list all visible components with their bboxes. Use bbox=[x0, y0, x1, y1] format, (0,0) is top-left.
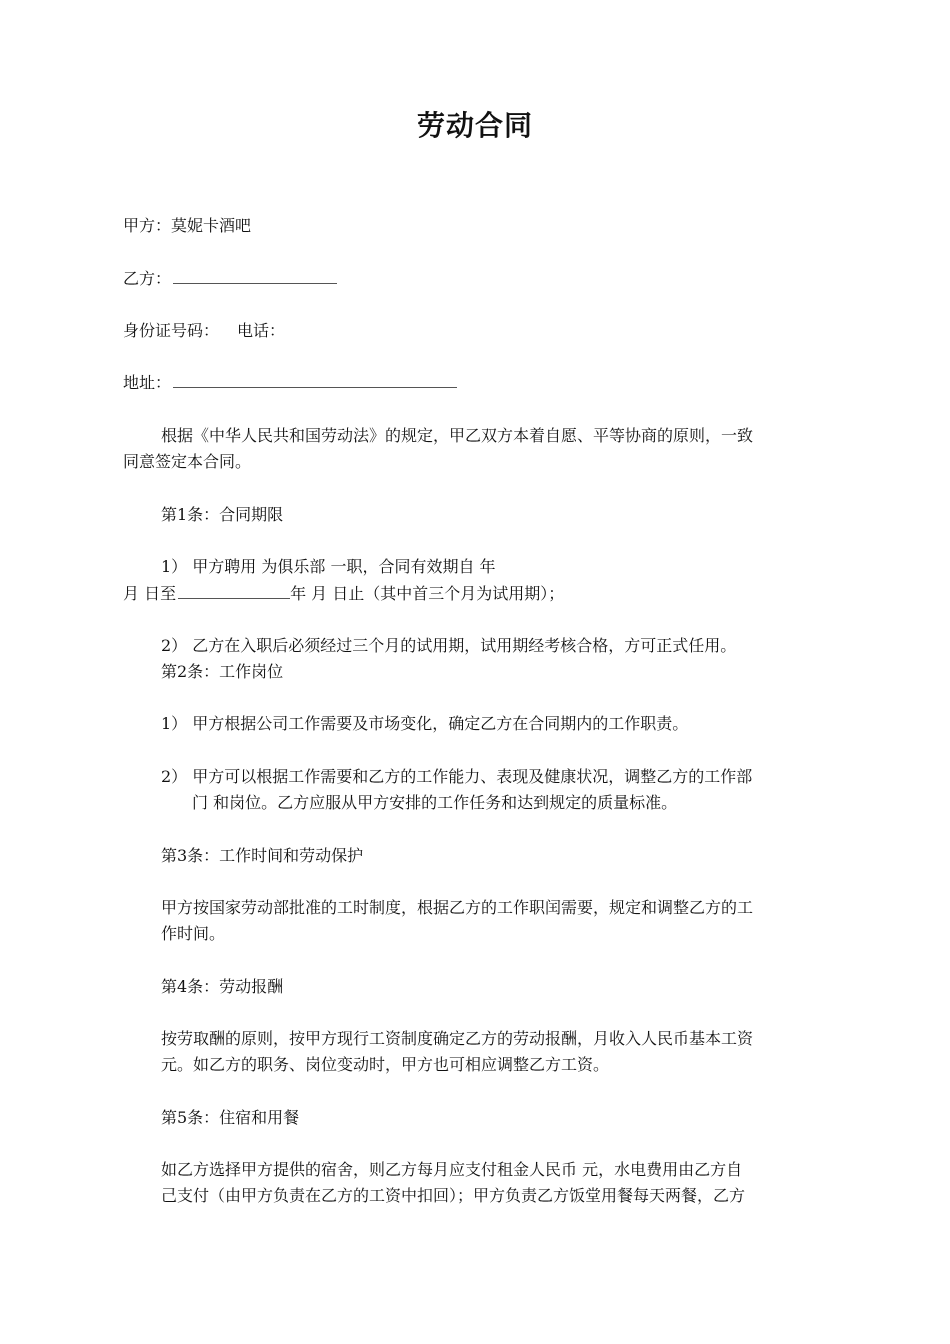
article-2-heading: 第2条：工作岗位 bbox=[161, 662, 284, 681]
party-b-blank bbox=[173, 269, 337, 284]
article-3-body-line-1: 甲方按国家劳动部批准的工时制度，根据乙方的工作职闰需要，规定和调整乙方的工 bbox=[161, 898, 754, 917]
article-4-body-line-2: 元。如乙方的职务、岗位变动时，甲方也可相应调整乙方工资。 bbox=[161, 1055, 610, 1074]
intro-line-2: 同意签定本合同。 bbox=[123, 452, 252, 471]
article-3-heading: 第3条：工作时间和劳动保护 bbox=[161, 846, 364, 865]
article-2-item-1: 1） 甲方根据公司工作需要及市场变化，确定乙方在合同期内的工作职责。 bbox=[161, 714, 689, 733]
phone-label: 电话： bbox=[237, 321, 286, 340]
document-title: 劳动合同 bbox=[416, 109, 533, 142]
address-line bbox=[123, 373, 457, 393]
party-a-label: 甲方： bbox=[123, 216, 172, 235]
article-4-body-line-1: 按劳取酬的原则，按甲方现行工资制度确定乙方的劳动报酬，月收入人民币基本工资 bbox=[161, 1029, 754, 1048]
article-1-item-1-line-2 bbox=[123, 584, 564, 604]
article-3-body-line-2: 作时间。 bbox=[161, 924, 226, 943]
address-label: 地址： bbox=[123, 373, 172, 392]
article-1-heading: 第1条：合同期限 bbox=[161, 505, 284, 524]
id-number-label: 身份证号码： bbox=[123, 321, 220, 340]
article-5-body-line-1: 如乙方选择甲方提供的宿舍，则乙方每月应支付租金人民币 元，水电费用由乙方自 bbox=[161, 1160, 743, 1179]
article-1-item-1-pre: 月 日至 bbox=[123, 584, 177, 603]
article-4-heading: 第4条：劳动报酬 bbox=[161, 977, 284, 996]
article-1-item-2: 2） 乙方在入职后必须经过三个月的试用期，试用期经考核合格，方可正式任用。 bbox=[161, 636, 737, 655]
intro-line-1: 根据《中华人民共和国劳动法》的规定，甲乙双方本着自愿、平等协商的原则，一致 bbox=[161, 426, 754, 445]
article-1-item-1-post: 年 月 日止（其中首三个月为试用期）； bbox=[290, 584, 565, 603]
party-a-value: 莫妮卡酒吧 bbox=[171, 216, 252, 235]
article-1-item-1-line-1: 1） 甲方聘用 为俱乐部 一职，合同有效期自 年 bbox=[161, 557, 496, 576]
article-2-item-2-line-1: 2） 甲方可以根据工作需要和乙方的工作能力、表现及健康状况，调整乙方的工作部 bbox=[161, 767, 753, 786]
party-b-line bbox=[123, 269, 337, 289]
article-5-heading: 第5条：住宿和用餐 bbox=[161, 1108, 300, 1127]
article-5-body-line-2: 己支付（由甲方负责在乙方的工资中扣回）；甲方负责乙方饭堂用餐每天两餐，乙方 bbox=[161, 1186, 746, 1205]
id-phone-line bbox=[123, 321, 285, 341]
party-b-label: 乙方： bbox=[123, 269, 172, 288]
address-blank bbox=[173, 373, 457, 388]
article-2-item-2-line-2: 门 和岗位。乙方应服从甲方安排的工作任务和达到规定的质量标准。 bbox=[192, 793, 678, 812]
party-a-line bbox=[123, 216, 251, 236]
end-date-blank bbox=[178, 584, 290, 599]
